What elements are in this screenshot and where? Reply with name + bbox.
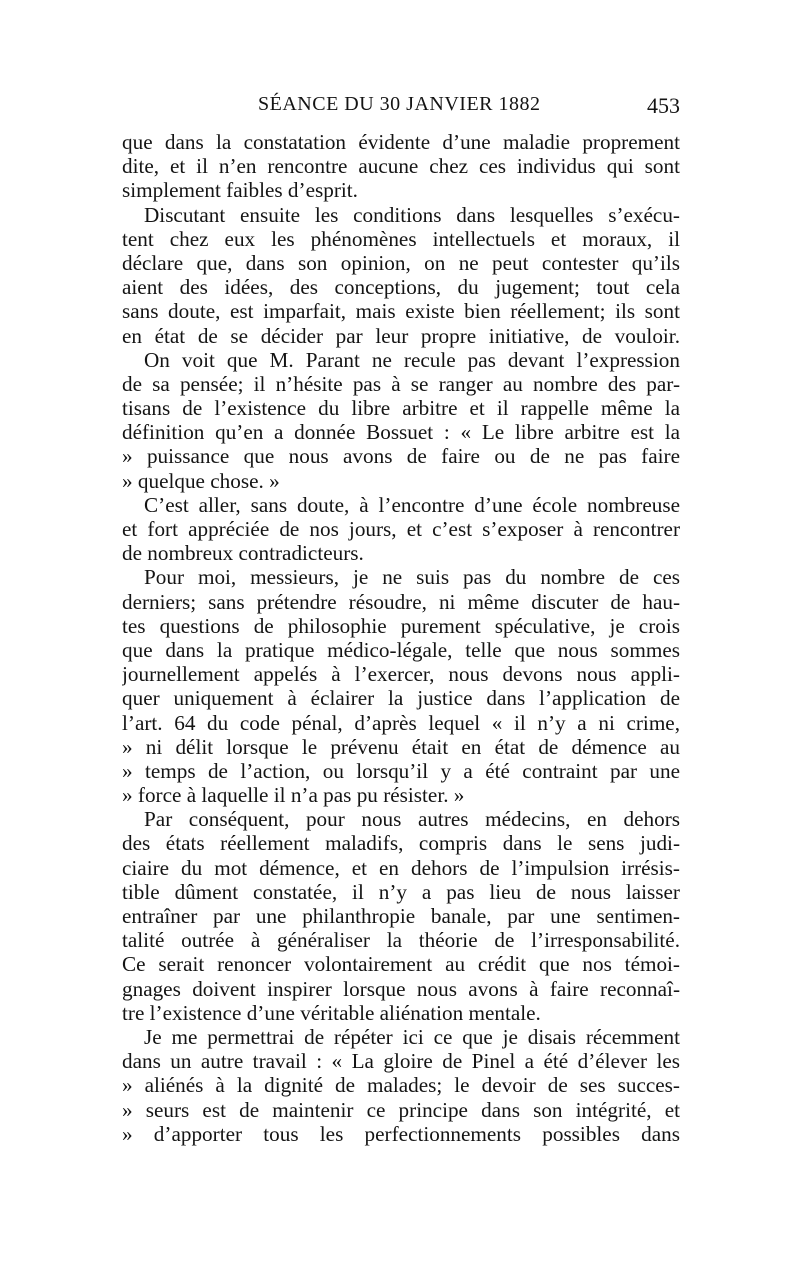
text-line: On voit que M. Parant ne recule pas devant l’expression [144, 347, 680, 372]
text-line: talité outrée à généraliser la théorie de l’irresponsabilité. [122, 928, 680, 953]
text-line: et fort appréciée de nos jours, et c’est s’exposer à rencontrer [122, 517, 680, 541]
text-line: que dans la constatation évidente d’une maladie proprement [122, 130, 680, 154]
text-line: entraîner par une philanthropie banale, par une sentimen- [122, 904, 680, 928]
text-line: dite, et il n’en rencontre aucune chez ces individus qui sont [122, 154, 680, 179]
text-line: de nombreux contradicteurs. [122, 541, 364, 566]
text-line: déclare que, dans son opinion, on ne peut contester qu’ils [122, 250, 680, 275]
text-line: derniers; sans prétendre résoudre, ni même discuter de hau- [122, 589, 680, 614]
text-line: tent chez eux les phénomènes intellectuels et moraux, il [122, 226, 680, 251]
text-line: tre l’existence d’une véritable aliénation mentale. [122, 1000, 541, 1025]
text-line: aient des idées, des conceptions, du jugement; tout cela [122, 275, 680, 300]
text-line: tes questions de philosophie purement spéculative, je crois [122, 613, 680, 638]
text-line: » temps de l’action, ou lorsqu’il y a été contraint par une [122, 758, 680, 783]
text-line: dans un autre travail : « La gloire de Pinel a été d’élever les [122, 1049, 680, 1074]
text-line: l’art. 64 du code pénal, d’après lequel « il n’y a ni crime, [122, 710, 680, 735]
text-line: » quelque chose. » [122, 468, 280, 493]
text-line: Discutant ensuite les conditions dans lesquelles s’exécu- [144, 202, 680, 227]
text-line: » force à laquelle il n’a pas pu résister. » [122, 783, 465, 808]
text-line: gnages doivent inspirer lorsque nous avons à faire reconnaî- [122, 976, 680, 1001]
text-line: Je me permettrai de répéter ici ce que je disais récemment [144, 1024, 680, 1049]
text-line: Ce serait renoncer volontairement au crédit que nos témoi- [122, 952, 680, 977]
text-line: quer uniquement à éclairer la justice dans l’application de [122, 686, 680, 711]
text-line: » d’apporter tous les perfectionnements possibles dans [122, 1121, 680, 1146]
text-line: en état de se décider par leur propre initiative, de vouloir. [122, 323, 680, 348]
text-line: » puissance que nous avons de faire ou de ne pas faire [122, 444, 680, 469]
text-line: ciaire du mot démence, et en dehors de l’impulsion irrésis- [122, 855, 680, 880]
text-line: de sa pensée; il n’hésite pas à se ranger au nombre des par- [122, 371, 680, 396]
text-line: C’est aller, sans doute, à l’encontre d’une école nombreuse [144, 492, 680, 517]
text-line: Pour moi, messieurs, je ne suis pas du nombre de ces [144, 565, 680, 590]
text-line: sans doute, est imparfait, mais existe bien réellement; ils sont [122, 299, 680, 324]
text-line: tisans de l’existence du libre arbitre et il rappelle même la [122, 396, 680, 421]
running-title: SÉANCE DU 30 JANVIER 1882 [258, 93, 541, 115]
text-line: que dans la pratique médico-légale, telle que nous sommes [122, 637, 680, 662]
text-line: » aliénés à la dignité de malades; le devoir de ses succes- [122, 1073, 680, 1098]
text-line: simplement faibles d’esprit. [122, 178, 358, 203]
text-line: des états réellement maladifs, compris dans le sens judi- [122, 831, 680, 856]
text-line: » ni délit lorsque le prévenu était en état de démence au [122, 734, 680, 759]
page-number: 453 [647, 93, 680, 118]
page-header [122, 93, 682, 121]
text-line: » seurs est de maintenir ce principe dans son intégrité, et [122, 1097, 680, 1122]
text-line: Par conséquent, pour nous autres médecins, en dehors [144, 807, 680, 832]
text-line: tible dûment constatée, il n’y a pas lieu de nous laisser [122, 879, 680, 904]
text-line: journellement appelés à l’exercer, nous devons nous appli- [122, 662, 680, 687]
text-line: définition qu’en a donnée Bossuet : « Le libre arbitre est la [122, 420, 680, 445]
body-text [122, 130, 680, 1146]
